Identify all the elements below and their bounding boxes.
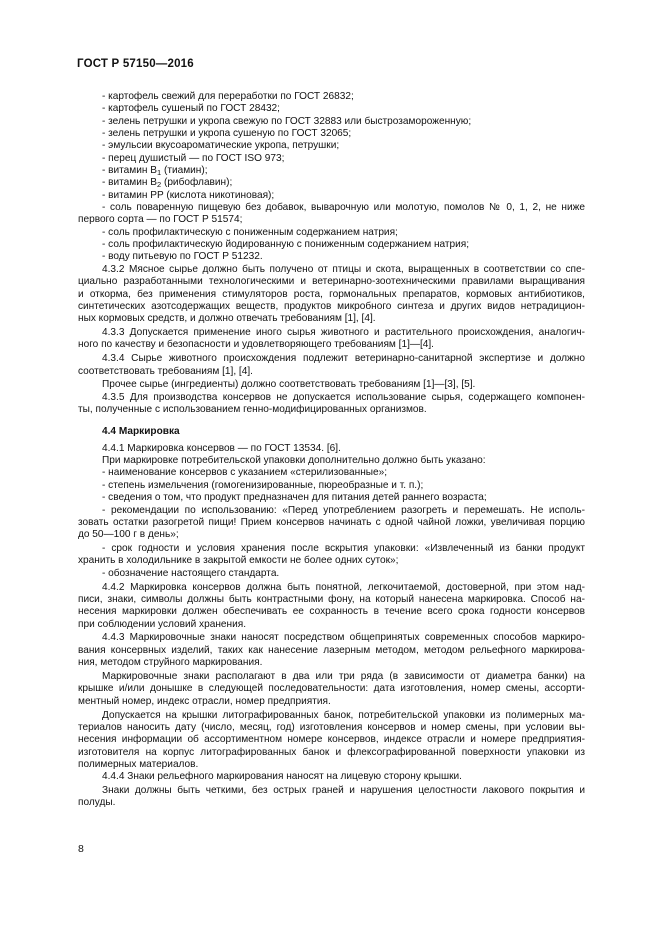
paragraph-4-4-3b-line: Маркировочные знаки располагают в два или три ряда (в зависимости от диаметра банки) на — [102, 670, 585, 682]
list-item: - витамин PP (кислота никотиновая); — [102, 189, 275, 201]
list-item: - перец душистый — по ГОСТ ISO 973; — [102, 152, 285, 164]
paragraph-4-4-2-line: писи, знаки, символы должны быть контрастными фону, на который нанесена маркировка. Способ на- — [78, 593, 585, 605]
paragraph-4-4-3c-line: полимерных материалов. — [78, 758, 199, 770]
paragraph-4-4-1: 4.4.1 Маркировка консервов — по ГОСТ 13534. [6]. — [102, 442, 341, 454]
paragraph-4-4-4b-line: полуды. — [78, 797, 116, 809]
paragraph-4-3-4-other: Прочее сырье (ингредиенты) должно соответствовать требованиям [1]—[3], [5]. — [102, 379, 476, 391]
list-item-recommendations-line: зовать остатки разогретой пищи! Прием консервов начинать с одной чайной ложки, увеличивая порцию — [78, 516, 585, 528]
list-item-recommendations-line: - рекомендации по использованию: «Перед употреблением разогреть и перемешать. Не исполь- — [102, 504, 585, 516]
paragraph-4-3-3-line: 4.3.3 Допускается применение иного сырья животного и растительного происхождения, аналогич- — [102, 327, 585, 339]
paragraph-4-4-4b-line: Знаки должны быть четкими, без острых граней и нарушения целостности лакового покрытия и — [102, 785, 585, 797]
list-item: - сведения о том, что продукт предназначен для питания детей раннего возраста; — [102, 492, 487, 504]
paragraph-4-3-4-line: соответствовать требованиям [1], [4]. — [78, 365, 253, 377]
section-title: 4.4 Маркировка — [102, 426, 180, 438]
list-item: - обозначение настоящего стандарта. — [102, 567, 280, 579]
paragraph-4-4-3-line: вания консервных изделий, таких как нанесение лазерным методом, методом рельефного маркирова- — [78, 644, 585, 656]
list-item-shelf-life-line: - срок годности и условия хранения после вскрытия упаковки: «Извлеченный из банки продукт — [102, 543, 585, 555]
list-item-recommendations-line: до 50—100 г в день»; — [78, 529, 179, 541]
list-item: - эмульсии вкусоароматические укропа, петрушки; — [102, 140, 340, 152]
paragraph-4-4-2-line: 4.4.2 Маркировка консервов должна быть понятной, легкочитаемой, достоверной, при этом над- — [102, 581, 585, 593]
list-item-vitamin-b2: - витамин $B_2$ (рибофлавин); — [102, 177, 233, 190]
paragraph-4-4-2-line: при соблюдении условий хранения. — [78, 618, 247, 630]
paragraph-4-4-3c-line: изготовителя на корпус литографированных банок и флексографированной поверхности упаковки из — [78, 746, 585, 758]
paragraph-4-3-2-line: циально разработанными технологическими и ветеринарно-зоотехническими правилами выращивания — [78, 276, 585, 288]
document-header: ГОСТ Р 57150—2016 — [77, 58, 194, 70]
paragraph-4-3-2-line: и откорма, без применения стимуляторов роста, гормональных препаратов, кормовых антибиотиков, — [78, 288, 585, 300]
list-item: - соль профилактическую йодированную с пониженным содержанием натрия; — [102, 239, 470, 251]
list-item: - соль профилактическую с пониженным содержанием натрия; — [102, 226, 398, 238]
list-item-vitamin-b1: - витамин $B_1$ (тиамин); — [102, 165, 208, 178]
paragraph-4-4-1-intro: При маркировке потребительской упаковки дополнительно должно быть указано: — [102, 455, 486, 467]
list-item: - картофель свежий для переработки по ГОСТ 26832; — [102, 91, 354, 102]
list-item: - воду питьевую по ГОСТ Р 51232. — [102, 251, 263, 263]
paragraph-4-4-3c-line: несения информации об ассортиментном номере консервов, индексе отрасли и номере предприятия- — [78, 734, 585, 746]
list-item: - наименование консервов с указанием «стерилизованные»; — [102, 467, 388, 479]
paragraph-4-4-3-line: 4.4.3 Маркировочные знаки наносят посредством общепринятых современных способов маркиро- — [102, 632, 585, 644]
paragraph-4-4-3b-line: ментный номер, индекс отрасли, номер предприятия. — [78, 695, 331, 707]
list-item-shelf-life-line: хранить в холодильнике в закрытой емкости не более одних суток»; — [78, 555, 399, 567]
paragraph-4-4-3-line: ния, методом струйного маркирования. — [78, 657, 263, 669]
paragraph-4-3-5-line: 4.3.5 Для производства консервов не допускается использование сырья, содержащего компонен- — [102, 391, 585, 403]
list-item-salt-line1: - соль поваренную пищевую без добавок, выварочную или молотую, помолов № 0, 1, 2, не ниже — [102, 202, 585, 214]
paragraph-4-4-3c-line: териалов наносить дату (число, месяц, год) изготовления консервов и номер смены, при условии вы- — [78, 721, 585, 733]
list-item: - зелень петрушки и укропа сушеную по ГОСТ 32065; — [102, 128, 352, 140]
page-number: 8 — [78, 843, 84, 855]
list-item-salt-line2: первого сорта — по ГОСТ Р 51574; — [78, 214, 243, 226]
paragraph-4-4-4: 4.4.4 Знаки рельефного маркирования наносят на лицевую сторону крышки. — [102, 771, 462, 783]
list-item: - зелень петрушки и укропа свежую по ГОСТ 32883 или быстрозамороженную; — [102, 115, 472, 127]
paragraph-4-3-4-line: 4.3.4 Сырье животного происхождения подлежит ветеринарно-санитарной экспертизе и должно — [102, 353, 585, 365]
document-body — [78, 91, 585, 810]
paragraph-4-3-3-line: ного по качеству и безопасности и удовлетворяющего требованиям [1]—[4]. — [78, 339, 434, 351]
paragraph-4-4-2-line: несения маркировки должен обеспечивать ее сохранность в течение всего срока годности консервов — [78, 606, 585, 618]
paragraph-4-3-2-line: ных кормовых средств, и должно отвечать требованиям [1], [4]. — [78, 313, 376, 325]
paragraph-4-3-5-line: ты, полученные с использованием генно-модифицированных организмов. — [78, 404, 427, 416]
paragraph-4-3-2-line: синтетических азотсодержащих веществ, продуктов микробного синтеза и других видов нетрадицион- — [78, 300, 585, 312]
paragraph-4-4-3c-line: Допускается на крышки литографированных банок, потребительской упаковки из полимерных ма- — [102, 709, 585, 721]
paragraph-4-4-3b-line: крышке и/или донышке в следующей последовательности: дата изготовления, номер смены, ассорти- — [78, 683, 585, 695]
list-item: - степень измельчения (гомогенизированные, пюреобразные и т. п.); — [102, 479, 424, 491]
list-item: - картофель сушеный по ГОСТ 28432; — [102, 103, 280, 115]
paragraph-4-3-2-line: 4.3.2 Мясное сырье должно быть получено от птицы и скота, выращенных в соответствии со спе- — [102, 263, 585, 275]
